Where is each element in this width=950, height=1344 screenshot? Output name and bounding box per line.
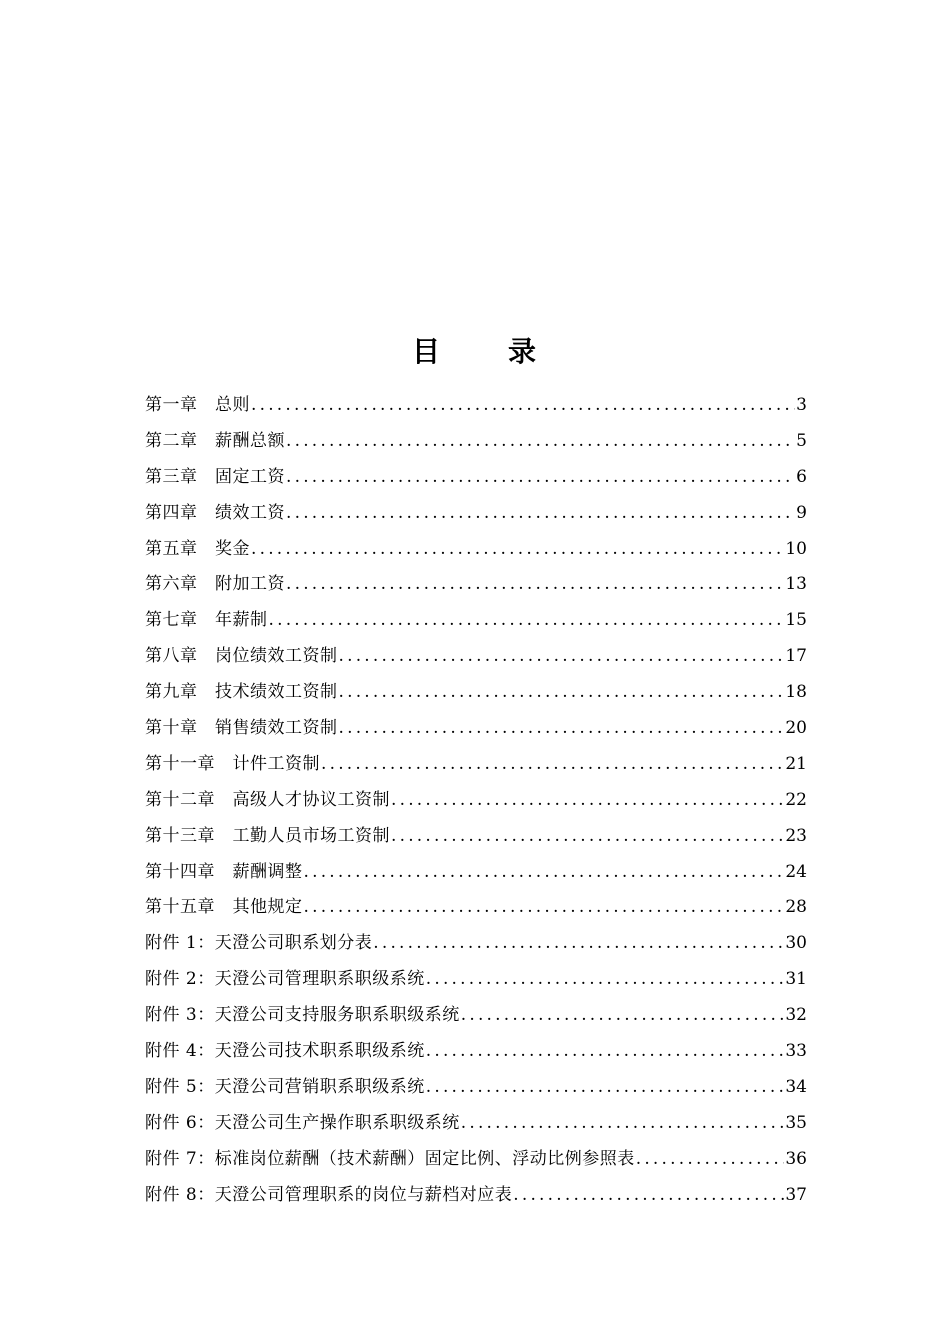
toc-leader bbox=[339, 675, 785, 711]
toc-leader bbox=[426, 1034, 785, 1070]
toc-entry-page: 21 bbox=[785, 753, 807, 774]
toc-title bbox=[0, 330, 950, 370]
toc-entry-label: 附件 2：天澄公司管理职系职级系统 bbox=[145, 969, 425, 990]
toc-entry-label: 第十二章 高级人才协议工资制 bbox=[145, 789, 390, 810]
toc-entry-page: 15 bbox=[785, 610, 807, 631]
toc-entry-page: 18 bbox=[785, 682, 807, 703]
toc-entry-page: 13 bbox=[785, 574, 807, 595]
toc-entry-label: 第十三章 工勤人员市场工资制 bbox=[145, 825, 390, 846]
toc-entry-page: 31 bbox=[785, 969, 807, 990]
toc-entry[interactable] bbox=[145, 388, 807, 424]
toc-leader bbox=[426, 1070, 785, 1106]
toc-leader bbox=[286, 460, 795, 496]
toc-entry-label: 附件 4：天澄公司技术职系职级系统 bbox=[145, 1041, 425, 1062]
toc-entry-label: 附件 5：天澄公司营销职系职级系统 bbox=[145, 1076, 425, 1097]
toc-leader bbox=[304, 890, 785, 926]
toc-entry[interactable] bbox=[145, 1106, 807, 1142]
toc-list bbox=[145, 388, 807, 1213]
toc-entry-label: 第十章 销售绩效工资制 bbox=[145, 718, 338, 739]
toc-entry[interactable] bbox=[145, 603, 807, 639]
toc-entry-page: 30 bbox=[785, 933, 807, 954]
toc-leader bbox=[251, 388, 795, 424]
toc-entry-label: 第六章 附加工资 bbox=[145, 574, 285, 595]
toc-entry-label: 第七章 年薪制 bbox=[145, 610, 268, 631]
toc-entry[interactable] bbox=[145, 496, 807, 532]
toc-entry-page: 33 bbox=[785, 1041, 807, 1062]
toc-entry-label: 第八章 岗位绩效工资制 bbox=[145, 646, 338, 667]
toc-leader bbox=[513, 1178, 784, 1214]
toc-entry-label: 第十一章 计件工资制 bbox=[145, 753, 320, 774]
toc-leader bbox=[461, 998, 785, 1034]
toc-leader bbox=[391, 783, 784, 819]
toc-entry[interactable] bbox=[145, 1070, 807, 1106]
toc-entry[interactable] bbox=[145, 783, 807, 819]
toc-entry-label: 附件 6：天澄公司生产操作职系职级系统 bbox=[145, 1112, 460, 1133]
toc-entry[interactable] bbox=[145, 890, 807, 926]
toc-entry[interactable] bbox=[145, 639, 807, 675]
toc-leader bbox=[304, 855, 785, 891]
toc-entry-page: 22 bbox=[785, 789, 807, 810]
toc-entry-label: 第十四章 薪酬调整 bbox=[145, 861, 303, 882]
toc-entry-page: 9 bbox=[796, 502, 807, 523]
toc-entry-label: 第五章 奖金 bbox=[145, 538, 250, 559]
toc-entry-page: 17 bbox=[785, 646, 807, 667]
toc-entry-page: 10 bbox=[785, 538, 807, 559]
toc-entry[interactable] bbox=[145, 1034, 807, 1070]
toc-leader bbox=[286, 567, 784, 603]
toc-entry-label: 附件 7：标准岗位薪酬（技术薪酬）固定比例、浮动比例参照表 bbox=[145, 1148, 635, 1169]
toc-entry[interactable] bbox=[145, 747, 807, 783]
toc-entry[interactable] bbox=[145, 460, 807, 496]
toc-leader bbox=[339, 639, 785, 675]
toc-leader bbox=[339, 711, 785, 747]
toc-leader bbox=[391, 819, 784, 855]
toc-entry-page: 35 bbox=[785, 1112, 807, 1133]
toc-leader bbox=[373, 926, 784, 962]
toc-leader bbox=[251, 532, 784, 568]
toc-entry-page: 20 bbox=[785, 718, 807, 739]
toc-leader bbox=[426, 962, 785, 998]
toc-entry-label: 第四章 绩效工资 bbox=[145, 502, 285, 523]
toc-title-char-1: 目 bbox=[411, 335, 442, 368]
toc-entry[interactable] bbox=[145, 962, 807, 998]
toc-entry-label: 第一章 总则 bbox=[145, 395, 250, 415]
toc-entry[interactable] bbox=[145, 998, 807, 1034]
toc-leader bbox=[321, 747, 784, 783]
toc-entry[interactable] bbox=[145, 1178, 807, 1214]
toc-entry-label: 附件 8：天澄公司管理职系的岗位与薪档对应表 bbox=[145, 1184, 513, 1205]
toc-entry-label: 第十五章 其他规定 bbox=[145, 897, 303, 918]
toc-entry[interactable] bbox=[145, 855, 807, 891]
toc-entry[interactable] bbox=[145, 532, 807, 568]
toc-entry[interactable] bbox=[145, 926, 807, 962]
toc-entry-page: 32 bbox=[785, 1005, 807, 1026]
toc-entry-label: 附件 3：天澄公司支持服务职系职级系统 bbox=[145, 1005, 460, 1026]
toc-entry-page: 28 bbox=[785, 897, 807, 918]
toc-entry-label: 第二章 薪酬总额 bbox=[145, 430, 285, 451]
toc-leader bbox=[286, 496, 795, 532]
toc-entry[interactable] bbox=[145, 675, 807, 711]
toc-entry[interactable] bbox=[145, 819, 807, 855]
toc-entry-page: 36 bbox=[785, 1148, 807, 1169]
toc-entry-label: 第九章 技术绩效工资制 bbox=[145, 682, 338, 703]
toc-entry-page: 24 bbox=[785, 861, 807, 882]
toc-entry-label: 第三章 固定工资 bbox=[145, 466, 285, 487]
toc-entry-page: 6 bbox=[796, 466, 807, 487]
toc-leader bbox=[461, 1106, 785, 1142]
toc-entry-page: 34 bbox=[785, 1076, 807, 1097]
toc-entry[interactable] bbox=[145, 567, 807, 603]
toc-entry[interactable] bbox=[145, 1142, 807, 1178]
toc-entry-page: 5 bbox=[796, 430, 807, 451]
toc-entry-label: 附件 1：天澄公司职系划分表 bbox=[145, 933, 373, 954]
toc-entry-page: 23 bbox=[785, 825, 807, 846]
toc-entry-page: 37 bbox=[785, 1184, 807, 1205]
toc-entry[interactable] bbox=[145, 711, 807, 747]
toc-title-char-2: 录 bbox=[508, 335, 539, 368]
toc-leader bbox=[286, 424, 795, 460]
toc-leader bbox=[269, 603, 785, 639]
toc-leader bbox=[636, 1142, 785, 1178]
toc-entry[interactable] bbox=[145, 424, 807, 460]
toc-entry-page: 3 bbox=[796, 395, 807, 415]
